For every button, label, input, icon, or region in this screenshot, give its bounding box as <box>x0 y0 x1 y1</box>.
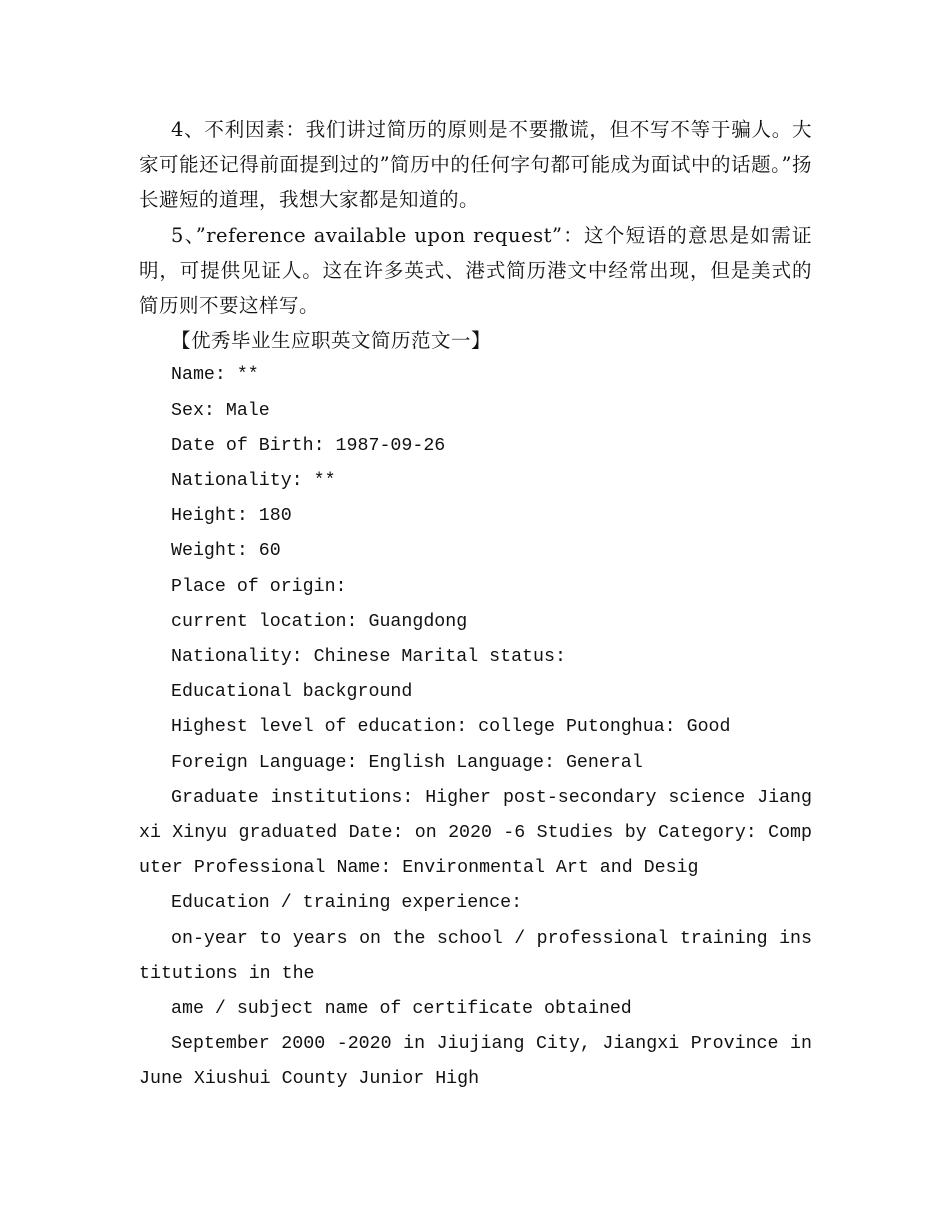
resume-line-foreign-language: Foreign Language: English Language: General <box>171 752 643 773</box>
resume-line-graduate-institutions: Graduate institutions: Higher post-secondary science Jiangxi Xinyu graduated Date: on 2020 -6 Studies by Category: Computer Professional Name: Environmental Art and Desig <box>139 787 812 879</box>
resume-line-height: Height: 180 <box>171 506 292 527</box>
resume-line-date-of-birth: Date of Birth: 1987-09-26 <box>171 435 446 456</box>
resume-line-weight: Weight: 60 <box>171 541 281 562</box>
resume-line-name: Name: ** <box>171 365 259 386</box>
resume-line-place-of-origin: Place of origin: <box>171 576 347 597</box>
resume-line-nationality-marital: Nationality: Chinese Marital status: <box>171 647 566 668</box>
resume-line-on-year: on-year to years on the school / professional training institutions in the <box>139 928 812 984</box>
resume-line-sex: Sex: Male <box>171 400 270 421</box>
resume-line-september-2000: September 2000 -2020 in Jiujiang City, Jiangxi Province in June Xiushui County Junior High <box>139 1034 812 1090</box>
paragraph-unfavorable-factors: 4、不利因素：我们讲过简历的原则是不要撒谎，但不写不等于骗人。大家可能还记得前面提到过的”简历中的任何字句都可能成为面试中的话题。”扬长避短的道理，我想大家都是知道的。 <box>139 118 812 212</box>
resume-line-education-training: Education / training experience: <box>171 893 523 914</box>
paragraph-reference-available: 5、”reference available upon request”：这个短语的意思是如需证明，可提供见证人。这在许多英式、港式简历港文中经常出现，但是美式的简历则不要这样写。 <box>139 223 812 318</box>
resume-line-highest-education: Highest level of education: college Putonghua: Good <box>171 717 731 738</box>
resume-line-certificate: ame / subject name of certificate obtained <box>171 999 632 1020</box>
resume-line-current-location: current location: Guangdong <box>171 611 468 632</box>
document-body <box>139 112 812 1098</box>
section-heading: 【优秀毕业生应职英文简历范文一】 <box>171 329 492 353</box>
resume-line-nationality: Nationality: ** <box>171 471 336 492</box>
resume-line-educational-background: Educational background <box>171 682 413 703</box>
